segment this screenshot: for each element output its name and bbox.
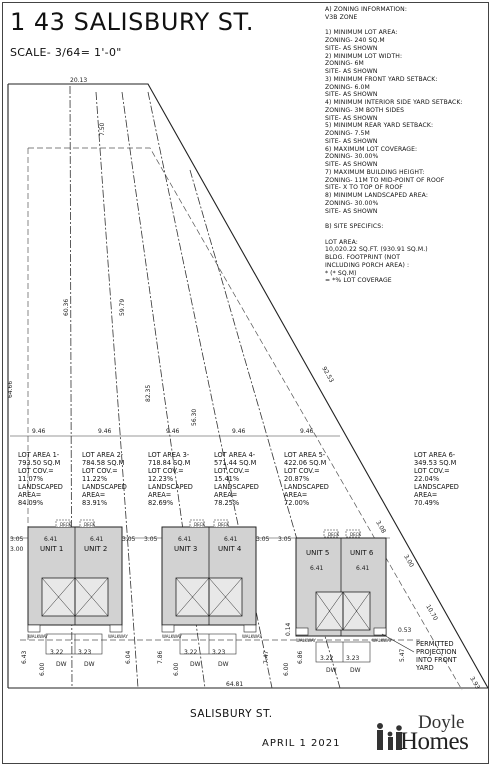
unit-label: UNIT 2 <box>84 545 108 553</box>
dim-front-setback: 7.47 <box>263 650 270 664</box>
dim-left-depth: 64.66 <box>7 380 14 398</box>
driveway-label: DW <box>350 667 361 674</box>
deck-label: DECK <box>218 522 230 527</box>
walkway-label: WALKWAY <box>296 638 316 643</box>
lot-label-line: AREA= <box>18 491 42 499</box>
lot-label-line: LOT AREA 6- <box>414 451 456 459</box>
note-line: INCLUDING PORCH AREA) : <box>325 261 410 269</box>
dim-side-setback: 3.05 <box>10 536 24 543</box>
lot-label-line: 12.23% <box>148 475 174 483</box>
lot-label-line: 15.41% <box>214 475 240 483</box>
page-title: 1 43 SALISBURY ST. <box>10 8 254 36</box>
note-line: 1) MINIMUM LOT AREA: <box>325 29 398 37</box>
dim-unit-width: 6.41 <box>356 565 370 572</box>
dim-unit-width: 6.41 <box>90 536 104 543</box>
dim-front-setback: 6.43 <box>21 650 28 664</box>
note-line: SITE- AS SHOWN <box>325 207 378 215</box>
dim-inner-depth: 82.35 <box>145 384 152 402</box>
unit-label: UNIT 4 <box>218 545 242 553</box>
dim-front-setback: 6.00 <box>39 662 46 676</box>
dim-unit-width: 6.41 <box>224 536 238 543</box>
dim-right: 3.93 <box>468 675 482 691</box>
dim-driveway: 3.23 <box>346 655 360 662</box>
note-line: SITE- AS SHOWN <box>325 68 378 75</box>
lot-label-4 <box>214 451 259 507</box>
dim-inner-depth: 59.79 <box>119 298 126 316</box>
lot-label-line: LOT AREA 1- <box>18 451 60 459</box>
lot-label-line: PERMITTED <box>416 640 454 648</box>
note-line: 10,020.22 SQ.FT. (930.91 SQ.M.) <box>325 246 428 254</box>
lot-label-line: PROJECTION <box>416 648 457 656</box>
lot-label-line: 20.87% <box>284 475 310 483</box>
lot-label-line: LANDSCAPED <box>214 483 259 491</box>
dim-front-setback: 6.00 <box>283 662 290 676</box>
walkway-label: WALKWAY <box>162 634 182 639</box>
note-line: ZONING- 11M TO MID-POINT OF ROOF <box>325 176 445 184</box>
note-line: SITE- AS SHOWN <box>325 161 378 168</box>
logo-wordmark-bottom: Homes <box>400 728 469 755</box>
dim-front-setback: 6.86 <box>297 650 304 664</box>
dim-right: 0.53 <box>398 627 412 634</box>
lot-label-line: AREA= <box>414 491 438 499</box>
note-line: ZONING- 30.00% <box>325 153 379 161</box>
lot-label-line: LOT AREA 5- <box>284 451 326 459</box>
scale-note: SCALE- 3/64= 1'-0" <box>10 46 122 59</box>
lot-label-line: LOT COV.= <box>214 467 250 475</box>
note-line: ZONING- 6.0M <box>325 83 370 91</box>
lot-label-line: LANDSCAPED <box>148 483 193 491</box>
note-line: SITE- AS SHOWN <box>325 91 378 99</box>
lot-label-line: LOT AREA 2- <box>82 451 124 459</box>
walkway-label: WALKWAY <box>372 638 392 643</box>
dim-unit-width: 6.41 <box>310 565 324 572</box>
dim-driveway: 3.22 <box>320 655 334 662</box>
lot-label-line: YARD <box>416 664 434 672</box>
note-line: 8) MINIMUM LANDSCAPED AREA: <box>325 192 428 199</box>
dim-top-frontage: 20.13 <box>70 77 88 84</box>
dim-side-setback: 3.05 <box>144 536 158 543</box>
dim-lot-width: 9.46 <box>232 428 246 435</box>
deck-label: DECK <box>84 522 96 527</box>
note-line: = *% LOT COVERAGE <box>325 277 392 285</box>
lot-label-line: 82.69% <box>148 499 174 507</box>
dim-side-setback: 3.05 <box>122 536 136 543</box>
unit-label: UNIT 3 <box>174 545 198 553</box>
deck-label: DECK <box>350 532 362 537</box>
lot-label-line: 83.91% <box>82 499 108 507</box>
note-line: ZONING- 3M BOTH SIDES <box>325 106 405 114</box>
dim-inner-depth: 60.36 <box>63 298 70 316</box>
unit-label: UNIT 1 <box>40 545 64 553</box>
note-line: ZONING- 240 SQ.M <box>325 37 385 44</box>
note-line: 7) MAXIMUM BUILDING HEIGHT: <box>325 168 425 176</box>
driveway-label: DW <box>218 661 229 668</box>
dim-side-setback: 3.05 <box>256 536 270 543</box>
dim-bottom-frontage: 64.81 <box>226 681 244 688</box>
note-line: B) SITE SPECIFICS: <box>325 223 384 230</box>
lot-label-line: 72.00% <box>284 499 310 507</box>
driveway-label: DW <box>190 661 201 668</box>
street-name: SALISBURY ST. <box>190 708 273 720</box>
lot-label-2 <box>82 451 127 507</box>
dim-front-setback: 6.04 <box>125 650 132 664</box>
driveway-label: DW <box>326 667 337 674</box>
lot-label-line: 70.49% <box>414 499 440 507</box>
note-line: SITE- AS SHOWN <box>325 114 378 122</box>
unit-label: UNIT 5 <box>306 549 330 557</box>
lot-label-line: LOT AREA 4- <box>214 451 256 459</box>
note-line: ZONING- 6M <box>325 60 364 68</box>
projection-leader <box>382 634 414 652</box>
lot-label-3 <box>148 451 193 507</box>
dim-side-setback-top: 3.00 <box>10 546 24 553</box>
lot-label-line: 349.53 SQ.M <box>414 459 457 467</box>
dim-front-setback: 7.86 <box>157 650 164 664</box>
building-block-3-4 <box>162 520 256 632</box>
note-line: 4) MINIMUM INTERIOR SIDE YARD SETBACK: <box>325 99 463 106</box>
note-line: 6) MAXIMUM LOT COVERAGE: <box>325 145 418 153</box>
note-line: 3) MINIMUM FRONT YARD SETBACK: <box>325 75 438 83</box>
dim-diagonal: 92.53 <box>320 365 335 384</box>
projection-note <box>416 640 457 672</box>
lot-label-line: AREA= <box>214 491 238 499</box>
note-line: A) ZONING INFORMATION: <box>325 6 407 13</box>
lot-label-line: 22.04% <box>414 475 440 483</box>
lot-label-line: 11.22% <box>82 475 108 483</box>
building-block-1-2 <box>28 520 122 632</box>
dim-right: 3.08 <box>374 519 388 535</box>
dim-driveway: 3.22 <box>184 649 198 656</box>
dim-driveway: 3.22 <box>50 649 64 656</box>
lot-label-line: LOT COV.= <box>414 467 450 475</box>
deck-label: DECK <box>60 522 72 527</box>
note-line: ZONING- 7.5M <box>325 130 370 137</box>
note-line: LOT AREA: <box>325 238 358 246</box>
lot-label-line: 571.44 SQ.M <box>214 459 257 467</box>
dim-rear-setback: 7.50 <box>99 122 106 136</box>
lot-label-line: 793.50 SQ.M <box>18 459 61 467</box>
walkway-label: WALKWAY <box>28 634 48 639</box>
lot-label-line: LANDSCAPED <box>82 483 127 491</box>
note-line: SITE- X TO TOP OF ROOF <box>325 184 403 192</box>
dim-right: 5.47 <box>399 648 406 662</box>
lot-label-line: LANDSCAPED <box>284 483 329 491</box>
lot-label-line: 11.07% <box>18 475 44 483</box>
lot-label-line: LOT COV.= <box>148 467 184 475</box>
lot-label-line: 78.25% <box>214 499 240 507</box>
dim-unit-width: 6.41 <box>178 536 192 543</box>
lot-label-line: LANDSCAPED <box>414 483 459 491</box>
dim-inner-depth: 56.30 <box>191 408 198 426</box>
lot-label-line: LOT COV.= <box>18 467 54 475</box>
lot-label-line: LANDSCAPED <box>18 483 63 491</box>
dim-lot-width: 9.46 <box>166 428 180 435</box>
dim-right: 10.70 <box>424 603 439 622</box>
dim-front-setback: 6.00 <box>173 662 180 676</box>
dim-right: 3.00 <box>402 553 416 569</box>
lot-label-line: LOT AREA 3- <box>148 451 190 459</box>
dim-unit-width: 6.41 <box>44 536 58 543</box>
note-line: BLDG. FOOTPRINT (NOT <box>325 254 401 261</box>
dim-driveway: 3.23 <box>78 649 92 656</box>
note-line: V3B ZONE <box>325 13 358 21</box>
dim-lot-width: 9.46 <box>98 428 112 435</box>
lot-label-line: AREA= <box>82 491 106 499</box>
dim-lot-width: 9.46 <box>300 428 314 435</box>
dim-front-setback: 0.14 <box>285 622 292 636</box>
logo-wordmark-top: Doyle <box>418 712 465 733</box>
lot-label-line: AREA= <box>284 491 308 499</box>
deck-label: DECK <box>328 532 340 537</box>
lot-label-line: 784.58 SQ.M <box>82 459 125 467</box>
walkway-label: WALKWAY <box>242 634 262 639</box>
driveway-label: DW <box>56 661 67 668</box>
lot-label-line: 718.84 SQ.M <box>148 459 191 467</box>
deck-label: DECK <box>194 522 206 527</box>
unit-label: UNIT 6 <box>350 549 374 557</box>
note-line: 2) MINIMUM LOT WIDTH: <box>325 52 403 60</box>
walkway-label: WALKWAY <box>108 634 128 639</box>
lot-label-line: LOT COV.= <box>82 467 118 475</box>
note-line: SITE- AS SHOWN <box>325 137 378 145</box>
doyle-homes-logo <box>370 712 482 758</box>
dim-side-setback: 3.05 <box>278 536 292 543</box>
lot-label-line: LOT COV.= <box>284 467 320 475</box>
dim-driveway: 3.23 <box>212 649 226 656</box>
note-line: ZONING- 30.00% <box>325 199 379 207</box>
driveway-label: DW <box>84 661 95 668</box>
lot-label-5 <box>284 451 329 507</box>
building-block-5-6 <box>296 530 386 636</box>
note-line: SITE- AS SHOWN <box>325 44 378 52</box>
note-line: * (* SQ.M) <box>325 269 357 277</box>
lot-label-1 <box>18 451 63 507</box>
lot-label-line: 84.09% <box>18 499 44 507</box>
note-line: 5) MINIMUM REAR YARD SETBACK: <box>325 122 434 130</box>
lot-label-line: 422.06 SQ.M <box>284 459 327 467</box>
plan-date: APRIL 1 2021 <box>262 738 341 749</box>
lot-label-line: AREA= <box>148 491 172 499</box>
dim-lot-width: 9.46 <box>32 428 46 435</box>
lot-label-6 <box>414 451 459 507</box>
lot-label-line: INTO FRONT <box>416 656 457 664</box>
